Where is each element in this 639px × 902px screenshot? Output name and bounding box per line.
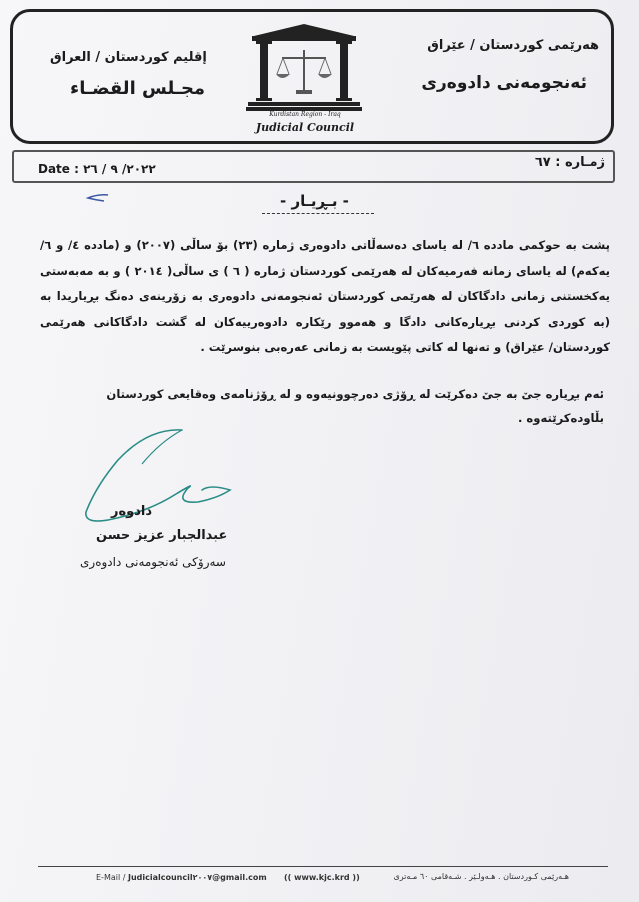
document-number: ژمـاره : ٦٧ bbox=[534, 155, 605, 170]
signatory-position: سەرۆکی ئەنجومەنی دادوەری bbox=[80, 555, 226, 569]
header-region-arabic: إقليم كوردستان / العراق bbox=[50, 50, 207, 65]
email-label: E-Mail / bbox=[96, 873, 128, 882]
footer-email[interactable] bbox=[96, 873, 267, 882]
body-emphasis: مادده ٦/ bbox=[467, 238, 515, 252]
footer-address: هـەرێمی کـوردستان . هـەولـێر . شـەقامی ٦٠ مـەتری bbox=[393, 872, 569, 881]
body-emphasis: (بە کوردی کردنی بڕیارەکانی دادگا و هەموو رێکارە دادوەرییەکان لە گشت دادگاکانی هەرێمی کوردستان/ عێراق) bbox=[40, 314, 610, 354]
footer-website-link[interactable]: (( www.kjc.krd )) bbox=[284, 873, 360, 882]
closing-paragraph: ئەم بڕیارە جێ بە جێ دەکرێت لە ڕۆژی دەرچوونیەوە و لە ڕۆژنامەی وەقایعی کوردستان بڵاودەکرێتەوە . bbox=[106, 387, 604, 425]
document-date: Date : ٢٠٢٢/ ٩ / ٢٦ bbox=[38, 162, 156, 176]
handwritten-signature bbox=[78, 420, 238, 532]
header-council-arabic: مجـلس القضـاء bbox=[70, 78, 206, 99]
logo-subtitle: Kurdistan Region - Iraq bbox=[269, 111, 341, 118]
email-address-link[interactable]: Judicialcouncil٢٠٠٧@gmail.com bbox=[127, 873, 267, 882]
body-text: پشت بە حوکمی bbox=[514, 238, 611, 252]
body-text: لە یاسای دەسەڵاتی دادوەری ژمارە (٢٣) بۆ ساڵی (٢٠٠٧) و bbox=[119, 238, 468, 252]
judicial-council-logo-icon bbox=[246, 22, 362, 112]
body-text: لە یاسای زمانە فەرمیەکان لە هەرێمی کوردستان ژمارە ( ٦ ) ی ساڵی( ٢٠١٤ ) و بە مەبەستی یەکخستنی زمانی دادگاکان لە هەرێمی کوردستان ئەنجومەنی دادوەری بە زۆرینەی دەنگ بڕیاریدا بە bbox=[40, 263, 610, 303]
header-council-kurdish: ئەنجومەنی دادوەری bbox=[421, 73, 587, 93]
footer-divider bbox=[38, 866, 608, 867]
logo-title: Judicial Council bbox=[255, 121, 355, 134]
body-emphasis: (مادده ٤/ و ٦/یەکەم) bbox=[40, 238, 610, 278]
decision-body bbox=[40, 233, 610, 361]
decision-title: - بـڕیـار - bbox=[280, 192, 349, 210]
title-underline bbox=[262, 213, 374, 215]
body-text: و تەنها لە کاتی پێویست بە زمانی عەرەبی بنوسرێت . bbox=[200, 340, 506, 354]
signatory-name: عبدالجبار عزيز حسن bbox=[96, 528, 228, 543]
header-region-kurdish: هەرێمی کوردستان / عێراق bbox=[427, 38, 599, 53]
signatory-role: دادوەر bbox=[111, 504, 153, 519]
pen-tick-icon bbox=[84, 191, 110, 203]
